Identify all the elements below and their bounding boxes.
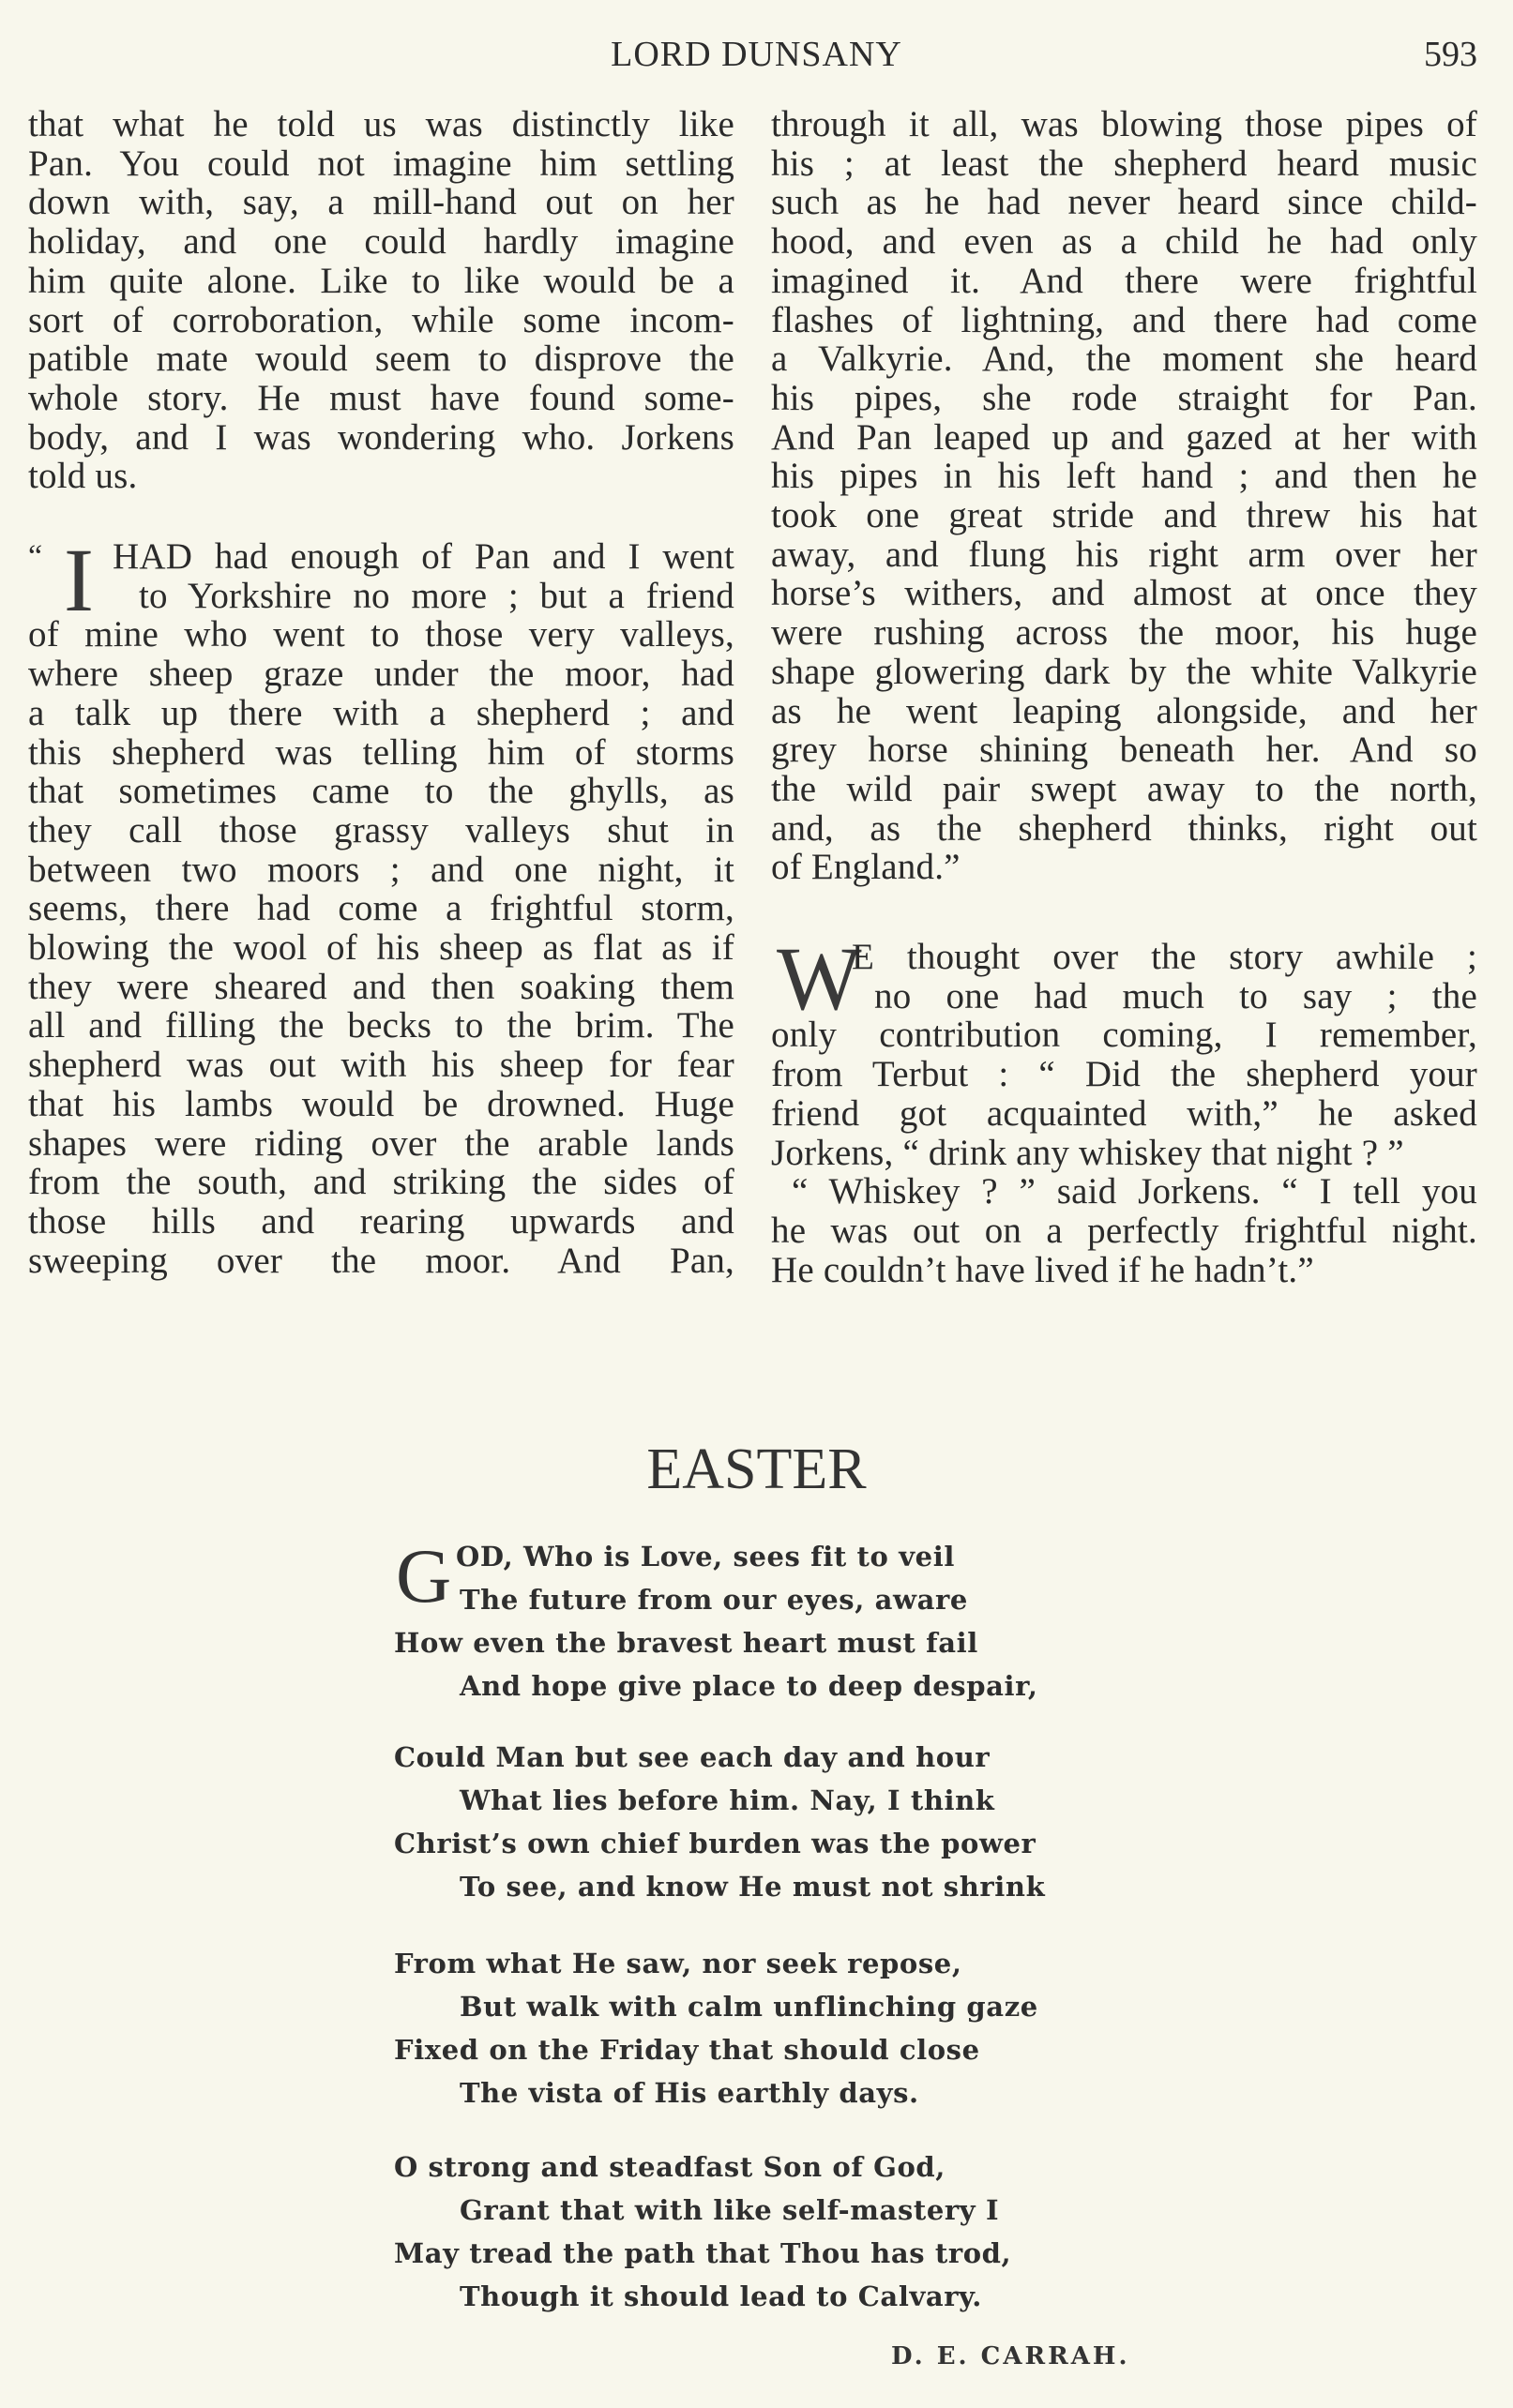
text-line: him quite alone. Like to like would be a [28,260,734,301]
text-line: those hills and rearing upwards and [28,1200,734,1242]
text-line: HAD had enough of Pan and I went [113,536,734,577]
poem-line: May tread the path that Thou has trod, [394,2237,1012,2269]
text-line: between two moors ; and one night, it [28,849,734,890]
text-line: they call those grassy valleys shut in [28,809,734,850]
page-number: 593 [1424,35,1477,74]
text-line: sort of corroboration, while some incom- [28,299,734,340]
text-line: that sometimes came to the ghylls, as [28,771,734,812]
text-line: He couldn’t have lived if he hadn’t.” [771,1249,1314,1290]
text-line: a Valkyrie. And, the moment she heard [771,339,1477,380]
poem-line: And hope give place to deep despair, [460,1670,1038,1702]
running-head-title: LORD DUNSANY [611,35,902,74]
text-line: Pan. You could not imagine him settling [28,143,734,184]
text-line: only contribution coming, I remember, [771,1015,1477,1056]
text-line: took one great stride and threw his hat [771,495,1477,535]
text-line: such as he had never heard since child- [771,182,1477,223]
drop-cap-i: I [64,530,94,630]
text-line: grey horse shining beneath her. And so [771,730,1477,771]
text-line: to Yorkshire no more ; but a friend [139,575,734,616]
text-line: shape glowering dark by the white Valkyrie [771,651,1477,692]
poem-title: EASTER [646,1437,867,1501]
poem-line: Could Man but see each day and hour [394,1741,991,1773]
poem-line: The future from our eyes, aware [460,1584,968,1616]
poem-line: From what He saw, nor seek repose, [394,1948,962,1979]
text-line: that his lambs would be drowned. Huge [28,1083,734,1124]
text-line: the wild pair swept away to the north, [771,768,1477,809]
text-line: body, and I was wondering who. Jorkens [28,416,734,458]
text-line: E thought over the story awhile ; [852,937,1477,977]
text-line: through it all, was blowing those pipes of [771,104,1477,144]
text-line: horse’s withers, and almost at once they [771,573,1477,614]
text-line: his pipes in his left hand ; and then he [771,456,1477,497]
text-line: seems, there had come a frightful storm, [28,888,734,929]
poem-line: How even the bravest heart must fail [394,1627,978,1659]
text-line: blowing the wool of his sheep as flat as if [28,927,734,968]
text-line: away, and flung his right arm over her [771,534,1477,575]
drop-cap-w: W [777,928,862,1029]
poem-body [394,0,1144,2408]
poem-line: But walk with calm unflinching gaze [460,1991,1038,2023]
text-line: friend got acquainted with,” he asked [771,1092,1477,1134]
poem-line: To see, and know He must not shrink [460,1871,1046,1903]
text-line: shapes were riding over the arable lands [28,1122,734,1164]
text-line: no one had much to say ; the [874,975,1477,1016]
open-quote-mark: “ [28,539,43,574]
drop-cap-g: G [396,1533,452,1618]
text-line: were rushing across the moor, his huge [771,612,1477,654]
text-line: Jorkens, “ drink any whiskey that night ? ” [771,1132,1404,1173]
poem-author: D. E. CARRAH. [891,2342,1130,2370]
text-line: told us. [28,456,138,497]
poem-line: Fixed on the Friday that should close [394,2034,980,2066]
text-line: all and filling the becks to the brim. The [28,1005,734,1046]
text-line: of England.” [771,847,961,888]
text-line: from Terbut : “ Did the shepherd your [771,1054,1477,1095]
poem-line: What lies before him. Nay, I think [460,1784,995,1816]
text-line: this shepherd was telling him of storms [28,731,734,773]
text-line: as he went leaping alongside, and her [771,690,1477,731]
text-line: where sheep graze under the moor, had [28,654,734,695]
text-line: And Pan leaped up and gazed at her with [771,416,1477,458]
text-line: shepherd was out with his sheep for fear [28,1045,734,1086]
text-line: whole story. He must have found some- [28,377,734,418]
text-line: they were sheared and then soaking them [28,966,734,1007]
text-line: and, as the shepherd thinks, right out [771,807,1477,849]
poem-line: The vista of His earthly days. [460,2077,919,2109]
text-line: down with, say, a mill-hand out on her [28,182,734,223]
poem-line: O strong and steadfast Son of God, [394,2151,946,2183]
poem-line: OD, Who is Love, sees fit to veil [456,1541,955,1573]
poem-line: Though it should lead to Calvary. [460,2280,982,2312]
text-line: sweeping over the moor. And Pan, [28,1240,734,1281]
text-line: a talk up there with a shepherd ; and [28,692,734,733]
text-line: his ; at least the shepherd heard music [771,143,1477,184]
text-line: “ Whiskey ? ” said Jorkens. “ I tell you [792,1171,1477,1212]
text-line: patible mate would seem to disprove the [28,339,734,380]
poem-line: Christ’s own chief burden was the power [394,1828,1036,1859]
text-line: he was out on a perfectly frightful night. [771,1210,1477,1251]
text-line: holiday, and one could hardly imagine [28,221,734,263]
text-line: hood, and even as a child he had only [771,221,1477,263]
poem-line: Grant that with like self-mastery I [460,2194,1000,2226]
text-line: flashes of lightning, and there had come [771,299,1477,340]
text-line: imagined it. And there were frightful [771,260,1477,301]
text-line: from the south, and striking the sides of [28,1162,734,1203]
text-line: of mine who went to those very valleys, [28,614,734,655]
text-line: that what he told us was distinctly like [28,104,734,144]
text-line: his pipes, she rode straight for Pan. [771,377,1477,418]
